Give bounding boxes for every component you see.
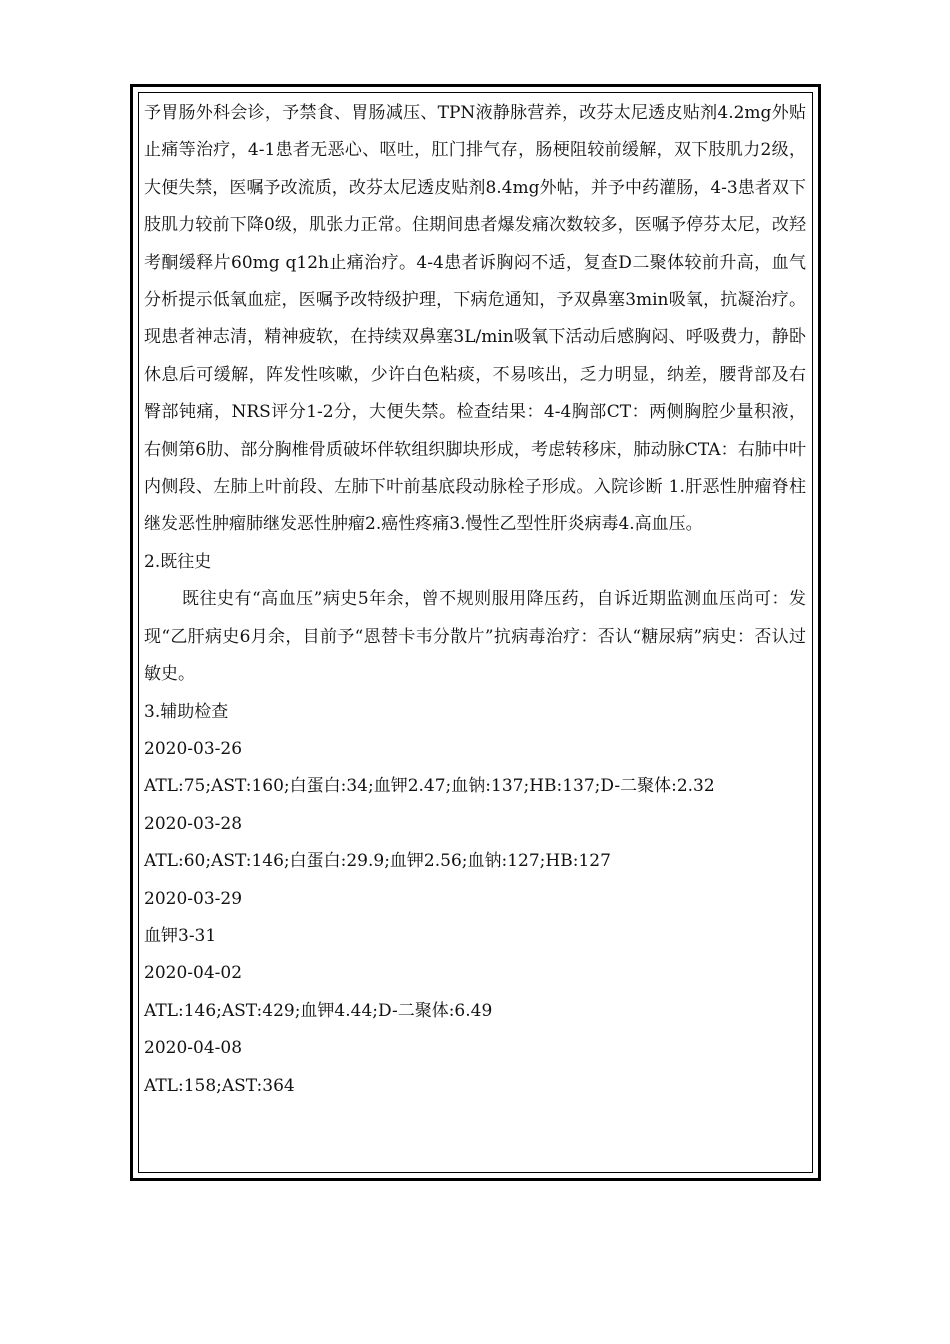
section-heading-auxiliary-exam: 3.辅助检查 [144,701,229,722]
exam-result: ATL:60;AST:146;白蛋白:29.9;血钾2.56;血钠:127;HB:127 [144,851,611,872]
document-content [144,95,806,1105]
section-heading-past-history: 2.既往史 [144,551,212,572]
past-history-paragraph: 既往史有“高血压”病史5年余，曾不规则服用降压药，自诉近期监测血压尚可：发现“乙肝病史6月余，目前予“恩替卡韦分散片”抗病毒治疗：否认“糖尿病”病史：否认过敏史。 [144,589,806,685]
exam-result: ATL:75;AST:160;白蛋白:34;血钾2.47;血钠:137;HB:137;D-二聚体:2.32 [144,776,715,797]
exam-date: 2020-04-02 [144,963,243,984]
exam-result: ATL:158;AST:364 [144,1075,295,1096]
exam-result: ATL:146;AST:429;血钾4.44;D-二聚体:6.49 [144,1000,493,1021]
history-paragraph: 予胃肠外科会诊，予禁食、胃肠减压、TPN液静脉营养，改芬太尼透皮贴剂4.2mg外贴止痛等治疗，4-1患者无恶心、呕吐，肛门排气存，肠梗阻较前缓解，双下肢肌力2级，大便失禁，医嘱予改流质，改芬太尼透皮贴剂8.4mg外帖，并予中药灌肠，4-3患者双下肢肌力较前下降0级，肌张力正常。住期间患者爆发痛次数较多，医嘱予停芬太尼，改羟考酮缓释片60mg q12h止痛治疗。4-4患者诉胸闷不适，复查D二聚体较前升高，血气分析提示低氧血症，医嘱予改特级护理，下病危通知，予双鼻塞3min吸氧，抗凝治疗。现患者神志清，精神疲软，在持续双鼻塞3L/min吸氧下活动后感胸闷、呼吸费力，静卧休息后可缓解，阵发性咳嗽，少许白色粘痰，不易咳出，乏力明显，纳差，腰背部及右臀部钝痛，NRS评分1-2分，大便失禁。检查结果：4-4胸部CT：两侧胸腔少量积液，右侧第6肋、部分胸椎骨质破坏伴软组织脚块形成，考虑转移床，肺动脉CTA：右肺中叶内侧段、左肺上叶前段、左肺下叶前基底段动脉栓子形成。入院诊断 1.肝恶性肿瘤脊柱继发恶性肿瘤肺继发恶性肿瘤2.癌性疼痛3.慢性乙型性肝炎病毒4.高血压。 [144,103,806,535]
exam-date: 2020-03-28 [144,813,243,834]
exam-result: 血钾3-31 [144,925,217,946]
exam-date: 2020-03-26 [144,738,243,759]
exam-date: 2020-04-08 [144,1038,243,1059]
exam-date: 2020-03-29 [144,888,243,909]
